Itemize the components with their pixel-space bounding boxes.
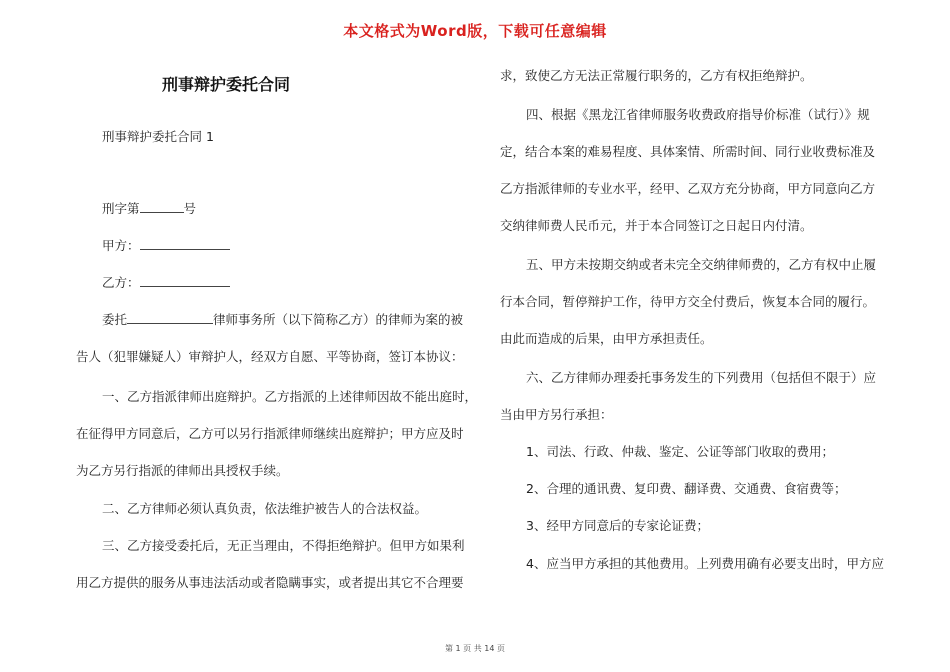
clause-6-line-1: 六、乙方律师办理委托事务发生的下列费用（包括但不限于）应 bbox=[526, 370, 877, 385]
clause-3-continuation: 求，致使乙方无法正常履行职务的，乙方有权拒绝辩护。 bbox=[500, 68, 813, 83]
contract-subtitle: 刑事辩护委托合同 1 bbox=[102, 129, 214, 144]
clause-1-line-2: 在征得甲方同意后，乙方可以另行指派律师继续出庭辩护；甲方应及时 bbox=[76, 426, 464, 441]
clause-1-line-1: 一、乙方指派律师出庭辩护。乙方指派的上述律师因故不能出庭时， bbox=[102, 389, 478, 404]
clause-3-line-1: 三、乙方接受委托后，无正当理由，不得拒绝辩护。但甲方如果利 bbox=[102, 538, 465, 553]
party-b-label: 乙方： bbox=[102, 275, 140, 290]
clause-4-line-2: 定，结合本案的难易程度、具体案情、所需时间、同行业收费标准及 bbox=[500, 144, 876, 159]
party-a-line bbox=[102, 227, 230, 264]
clause-5-line-1: 五、甲方未按期交纳或者未完全交纳律师费的，乙方有权中止履 bbox=[526, 257, 877, 272]
clause-4-line-3: 乙方指派律师的专业水平，经甲、乙双方充分协商，甲方同意向乙方 bbox=[500, 181, 876, 196]
case-number-prefix: 刑字第 bbox=[102, 201, 140, 216]
party-b-blank bbox=[140, 274, 230, 287]
fee-item-1: 1、司法、行政、仲裁、鉴定、公证等部门收取的费用； bbox=[526, 444, 834, 459]
case-number-suffix: 号 bbox=[183, 201, 197, 216]
party-a-label: 甲方： bbox=[102, 238, 140, 253]
law-firm-blank bbox=[127, 311, 213, 324]
clause-5-line-3: 由此而造成的后果，由甲方承担责任。 bbox=[500, 331, 713, 346]
clause-4-line-4: 交纳律师费人民币元，并于本合同签订之日起日内付清。 bbox=[500, 218, 813, 233]
fee-item-3: 3、经甲方同意后的专家论证费； bbox=[526, 518, 709, 533]
intro-line-2: 告人（犯罪嫌疑人）审辩护人，经双方自愿、平等协商，签订本协议： bbox=[76, 349, 464, 364]
page-number-footer: 第 1 页 共 14 页 bbox=[445, 644, 505, 653]
case-number-blank bbox=[140, 200, 184, 213]
word-format-banner: 本文格式为Word版，下载可任意编辑 bbox=[343, 22, 607, 40]
fee-item-4: 4、应当甲方承担的其他费用。上列费用确有必要支出时，甲方应 bbox=[526, 556, 884, 571]
clause-5-line-2: 行本合同，暂停辩护工作，待甲方交全付费后，恢复本合同的履行。 bbox=[500, 294, 876, 309]
intro-suffix: 律师事务所（以下简称乙方）的律师为案的被 bbox=[213, 312, 464, 327]
clause-6-line-2: 当由甲方另行承担： bbox=[500, 407, 613, 422]
clause-1-line-3: 为乙方另行指派的律师出具授权手续。 bbox=[76, 463, 289, 478]
intro-line-1 bbox=[102, 301, 463, 338]
clause-4-line-1: 四、根据《黑龙江省律师服务收费政府指导价标准（试行）》规 bbox=[526, 107, 870, 122]
party-b-line bbox=[102, 264, 230, 301]
document-title: 刑事辩护委托合同 bbox=[161, 75, 290, 94]
clause-2-line-1: 二、乙方律师必须认真负责，依法维护被告人的合法权益。 bbox=[102, 501, 428, 516]
intro-prefix: 委托 bbox=[102, 312, 128, 327]
fee-item-2: 2、合理的通讯费、复印费、翻译费、交通费、食宿费等； bbox=[526, 481, 847, 496]
case-number-line bbox=[102, 190, 196, 227]
party-a-blank bbox=[140, 237, 230, 250]
clause-3-line-2: 用乙方提供的服务从事违法活动或者隐瞒事实，或者提出其它不合理要 bbox=[76, 575, 464, 590]
